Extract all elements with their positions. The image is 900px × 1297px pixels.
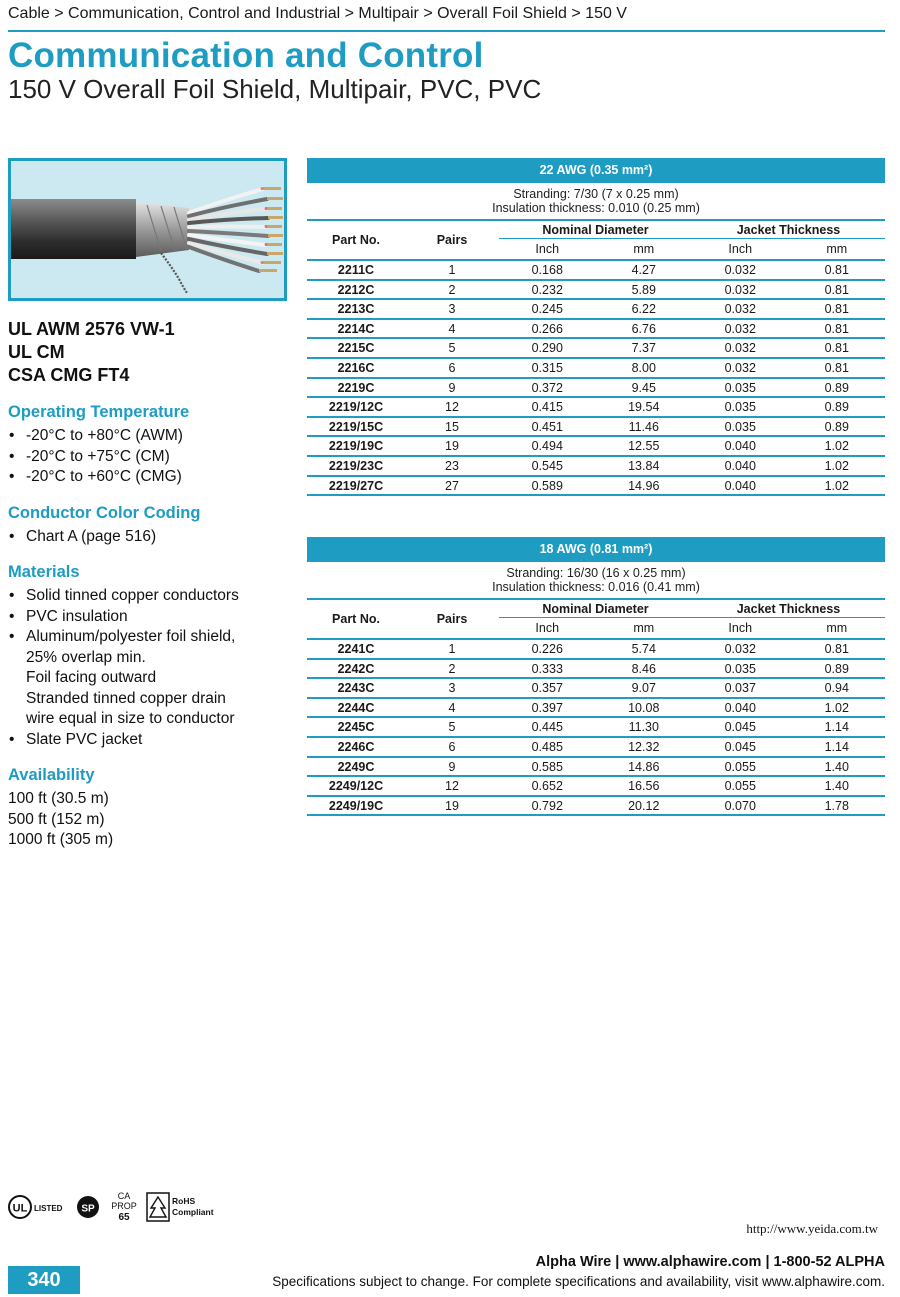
cell-jacket-mm: 0.81 xyxy=(824,642,849,656)
cell-jacket-mm: 1.02 xyxy=(824,458,849,473)
cell-part-no: 2244C xyxy=(337,700,375,715)
cell-part-no: 2219/27C xyxy=(328,478,384,493)
cell-jacket-inch: 0.032 xyxy=(724,642,756,656)
col-mm: mm xyxy=(633,621,655,635)
cell-jacket-inch: 0.040 xyxy=(724,478,756,493)
cell-nominal-mm: 5.89 xyxy=(631,282,656,297)
cell-jacket-inch: 0.032 xyxy=(724,360,756,375)
cell-jacket-inch: 0.032 xyxy=(724,321,756,336)
color-coding-item: • Chart A (page 516) xyxy=(8,527,298,548)
table-row xyxy=(307,718,885,738)
cell-part-no: 2212C xyxy=(337,282,375,297)
operating-temperature-heading: Operating Temperature xyxy=(8,403,190,421)
cell-pairs: 4 xyxy=(448,700,456,715)
cell-pairs: 15 xyxy=(445,419,459,434)
cell-jacket-mm: 1.40 xyxy=(824,759,849,774)
spec-table-22awg xyxy=(307,158,885,496)
cert-ul-awm: UL AWM 2576 VW-1 xyxy=(8,319,175,339)
cell-pairs: 6 xyxy=(448,739,456,754)
table-row xyxy=(307,457,885,477)
ul-listed-logo xyxy=(9,1196,63,1218)
cell-jacket-inch: 0.045 xyxy=(724,720,756,735)
certifications xyxy=(8,318,298,387)
cell-nominal-inch: 0.445 xyxy=(531,720,563,735)
cell-part-no: 2211C xyxy=(337,263,375,277)
col-mm: mm xyxy=(633,242,655,256)
cell-jacket-mm: 0.89 xyxy=(824,380,849,395)
cell-jacket-inch: 0.040 xyxy=(724,700,756,715)
contact-line: Alpha Wire | www.alphawire.com | 1-800-52 ALPHA xyxy=(535,1254,885,1270)
material-item-continued: wire equal in size to conductor xyxy=(26,710,235,727)
col-part-no: Part No. xyxy=(332,233,380,247)
cell-nominal-mm: 16.56 xyxy=(628,779,660,794)
column-headers xyxy=(307,600,885,638)
cell-nominal-mm: 11.30 xyxy=(628,720,659,735)
color-coding-heading: Conductor Color Coding xyxy=(8,503,201,522)
col-pairs: Pairs xyxy=(436,233,468,247)
col-nominal-diameter: Nominal Diameter xyxy=(499,221,692,239)
cell-part-no: 2216C xyxy=(337,360,375,375)
cell-part-no: 2214C xyxy=(337,321,375,336)
material-item-continued: Stranded tinned copper drain xyxy=(26,689,226,707)
stranding-info xyxy=(307,562,885,598)
disclaimer: Specifications subject to change. For complete specifications and availability, visit www.alphawire.com. xyxy=(272,1274,885,1289)
page-subtitle: 150 V Overall Foil Shield, Multipair, PVC, PVC xyxy=(8,74,542,104)
cell-jacket-inch: 0.032 xyxy=(724,302,756,317)
cell-jacket-mm: 1.78 xyxy=(824,798,849,813)
col-group-jacket xyxy=(692,221,885,259)
cell-nominal-inch: 0.232 xyxy=(531,282,563,297)
table-row xyxy=(307,320,885,340)
breadcrumb-divider xyxy=(8,30,885,32)
cell-nominal-inch: 0.372 xyxy=(531,380,563,395)
availability-heading: Availability xyxy=(8,766,95,784)
stranding-info xyxy=(307,183,885,219)
table-row xyxy=(307,640,885,660)
cell-nominal-mm: 5.74 xyxy=(631,642,656,656)
col-part-no: Part No. xyxy=(332,612,380,626)
cell-jacket-mm: 0.89 xyxy=(824,419,849,434)
cell-pairs: 23 xyxy=(445,458,459,473)
cell-nominal-mm: 19.54 xyxy=(628,400,660,415)
cell-nominal-inch: 0.485 xyxy=(531,739,563,754)
cell-nominal-inch: 0.451 xyxy=(531,419,563,434)
cell-nominal-inch: 0.494 xyxy=(531,439,563,454)
cell-pairs: 19 xyxy=(445,798,459,813)
cell-jacket-inch: 0.040 xyxy=(724,439,756,454)
cell-part-no: 2219/15C xyxy=(328,419,384,434)
table-row xyxy=(307,339,885,359)
cell-nominal-mm: 8.00 xyxy=(631,360,656,375)
cell-part-no: 2213C xyxy=(337,302,375,317)
cell-nominal-mm: 20.12 xyxy=(628,798,660,813)
availability-item: 100 ft (30.5 m) xyxy=(8,790,109,807)
col-inch: Inch xyxy=(535,242,560,256)
cable-product-image xyxy=(8,158,287,301)
col-mm: mm xyxy=(826,621,848,635)
cell-jacket-inch: 0.032 xyxy=(724,341,756,356)
cell-pairs: 5 xyxy=(448,341,456,356)
rohs-text: RoHS xyxy=(172,1196,196,1206)
cell-pairs: 9 xyxy=(448,759,456,774)
cell-nominal-inch: 0.266 xyxy=(531,321,563,336)
cell-jacket-mm: 0.81 xyxy=(824,302,849,317)
cell-nominal-mm: 8.46 xyxy=(631,661,656,676)
ca-text: CA xyxy=(117,1191,131,1201)
temperature-item: • -20°C to +60°C (CMG) xyxy=(8,467,298,488)
cell-jacket-mm: 0.89 xyxy=(824,661,849,676)
col-jacket-thickness: Jacket Thickness xyxy=(692,600,885,618)
cell-nominal-mm: 9.07 xyxy=(631,681,656,696)
table-header: 18 AWG (0.81 mm²) xyxy=(307,537,885,562)
cell-part-no: 2219/23C xyxy=(328,458,384,473)
material-item: • Aluminum/polyester foil shield, xyxy=(8,627,298,648)
cell-part-no: 2249/19C xyxy=(328,798,384,813)
table-row xyxy=(307,281,885,301)
prop-text: PROP xyxy=(111,1201,137,1211)
cell-nominal-inch: 0.245 xyxy=(531,302,563,317)
cell-nominal-inch: 0.652 xyxy=(531,779,563,794)
csa-logo xyxy=(77,1196,99,1218)
table-row xyxy=(307,398,885,418)
table-row xyxy=(307,300,885,320)
table-body xyxy=(307,261,885,496)
cell-nominal-mm: 7.37 xyxy=(631,341,656,356)
col-group-jacket xyxy=(692,600,885,638)
cell-jacket-inch: 0.035 xyxy=(724,419,756,434)
certification-logos xyxy=(8,1189,218,1225)
cell-jacket-inch: 0.037 xyxy=(724,681,756,696)
cell-nominal-mm: 13.84 xyxy=(628,458,660,473)
cell-nominal-mm: 12.55 xyxy=(628,439,660,454)
col-mm: mm xyxy=(826,242,848,256)
col-inch: Inch xyxy=(728,621,753,635)
cell-nominal-mm: 14.96 xyxy=(628,478,660,493)
cert-ul-cm: UL CM xyxy=(8,342,65,362)
cell-jacket-inch: 0.045 xyxy=(724,739,756,754)
cell-jacket-inch: 0.055 xyxy=(724,759,756,774)
cell-jacket-mm: 0.81 xyxy=(824,341,849,356)
cert-csa-cmg: CSA CMG FT4 xyxy=(8,365,130,385)
material-item-continued: 25% overlap min. xyxy=(26,648,146,666)
cell-pairs: 12 xyxy=(445,779,459,794)
insulation-text: Insulation thickness: 0.016 (0.41 mm) xyxy=(492,579,700,594)
column-headers xyxy=(307,221,885,259)
cell-pairs: 19 xyxy=(445,439,459,454)
table-row xyxy=(307,477,885,497)
cell-pairs: 4 xyxy=(448,321,456,336)
cell-nominal-inch: 0.792 xyxy=(531,798,563,813)
cell-jacket-mm: 1.14 xyxy=(824,739,849,754)
table-row xyxy=(307,379,885,399)
material-item: • Solid tinned copper conductors xyxy=(8,586,298,607)
cell-jacket-mm: 0.81 xyxy=(824,282,849,297)
availability-item: 500 ft (152 m) xyxy=(8,810,105,828)
cell-nominal-inch: 0.589 xyxy=(531,478,563,493)
col-pairs: Pairs xyxy=(436,612,468,626)
availability-item: 1000 ft (305 m) xyxy=(8,831,114,848)
col-group-nominal xyxy=(499,221,692,259)
cell-part-no: 2242C xyxy=(337,661,375,676)
cell-jacket-mm: 1.40 xyxy=(824,779,849,794)
cell-jacket-mm: 0.81 xyxy=(824,321,849,336)
cell-pairs: 12 xyxy=(445,400,459,415)
cell-jacket-inch: 0.040 xyxy=(724,458,756,473)
table-row xyxy=(307,699,885,719)
material-item: • PVC insulation xyxy=(8,607,298,628)
table-row xyxy=(307,437,885,457)
cell-nominal-inch: 0.333 xyxy=(531,661,563,676)
material-item: • Slate PVC jacket xyxy=(8,730,298,751)
cell-jacket-inch: 0.032 xyxy=(724,263,756,277)
table-row xyxy=(307,418,885,438)
cell-nominal-inch: 0.357 xyxy=(531,681,563,696)
table-row xyxy=(307,777,885,797)
table-row xyxy=(307,261,885,281)
cell-jacket-inch: 0.070 xyxy=(724,798,756,813)
materials-heading: Materials xyxy=(8,563,80,581)
cell-nominal-mm: 11.46 xyxy=(628,419,659,434)
cell-nominal-inch: 0.315 xyxy=(531,360,563,375)
cell-nominal-mm: 10.08 xyxy=(628,700,660,715)
cell-nominal-inch: 0.290 xyxy=(531,341,563,356)
cell-nominal-mm: 6.76 xyxy=(631,321,656,336)
cell-jacket-inch: 0.035 xyxy=(724,380,756,395)
cell-part-no: 2249/12C xyxy=(328,779,384,794)
table-row xyxy=(307,797,885,817)
cell-nominal-inch: 0.168 xyxy=(531,263,563,277)
cell-jacket-mm: 1.02 xyxy=(824,700,849,715)
yeida-url[interactable]: http://www.yeida.com.tw xyxy=(746,1221,878,1236)
breadcrumb: Cable > Communication, Control and Industrial > Multipair > Overall Foil Shield > 150 V xyxy=(8,5,627,22)
ca-prop65-logo xyxy=(111,1191,137,1223)
cell-nominal-inch: 0.397 xyxy=(531,700,563,715)
cell-nominal-mm: 6.22 xyxy=(631,302,656,317)
col-jacket-thickness: Jacket Thickness xyxy=(692,221,885,239)
cell-pairs: 1 xyxy=(448,263,456,277)
col-nominal-diameter: Nominal Diameter xyxy=(499,600,692,618)
ul-listed-text: LISTED xyxy=(34,1204,63,1213)
cell-pairs: 6 xyxy=(448,360,456,375)
cell-nominal-inch: 0.415 xyxy=(531,400,563,415)
cell-nominal-mm: 9.45 xyxy=(631,380,656,395)
cell-part-no: 2246C xyxy=(337,739,375,754)
insulation-text: Insulation thickness: 0.010 (0.25 mm) xyxy=(492,200,700,215)
cell-jacket-inch: 0.035 xyxy=(724,400,756,415)
cell-part-no: 2219/12C xyxy=(328,400,384,415)
cell-pairs: 27 xyxy=(445,478,459,493)
cell-pairs: 2 xyxy=(448,282,456,297)
cell-part-no: 2215C xyxy=(337,341,375,356)
cell-pairs: 5 xyxy=(448,720,456,735)
temperature-item: • -20°C to +75°C (CM) xyxy=(8,447,298,468)
spec-table-18awg xyxy=(307,537,885,816)
cell-jacket-mm: 0.94 xyxy=(824,681,849,696)
cable-illustration xyxy=(11,161,284,298)
cell-pairs: 9 xyxy=(448,380,456,395)
cell-part-no: 2243C xyxy=(337,681,375,696)
table-row xyxy=(307,359,885,379)
cell-jacket-mm: 1.02 xyxy=(824,439,849,454)
cell-jacket-mm: 1.14 xyxy=(824,720,849,735)
cell-jacket-mm: 0.89 xyxy=(824,400,849,415)
cell-nominal-mm: 12.32 xyxy=(628,739,660,754)
rohs-compliant-text: Compliant xyxy=(172,1207,214,1217)
table-row xyxy=(307,758,885,778)
cell-pairs: 1 xyxy=(448,642,456,656)
cell-nominal-inch: 0.585 xyxy=(531,759,563,774)
spec-sidebar xyxy=(8,318,298,851)
cell-jacket-mm: 1.02 xyxy=(824,478,849,493)
table-row xyxy=(307,738,885,758)
cell-pairs: 2 xyxy=(448,661,456,676)
table-row xyxy=(307,660,885,680)
cell-jacket-inch: 0.032 xyxy=(724,282,756,297)
col-inch: Inch xyxy=(728,242,753,256)
rohs-compliant-logo xyxy=(147,1193,214,1221)
cell-jacket-mm: 0.81 xyxy=(824,360,849,375)
cert-logos-svg xyxy=(8,1189,218,1225)
cell-nominal-mm: 14.86 xyxy=(628,759,660,774)
table-header: 22 AWG (0.35 mm²) xyxy=(307,158,885,183)
cell-part-no: 2219C xyxy=(337,380,375,395)
csa-text: SP xyxy=(81,1203,95,1215)
cell-part-no: 2245C xyxy=(337,720,375,735)
stranding-text: Stranding: 7/30 (7 x 0.25 mm) xyxy=(513,187,679,201)
cell-part-no: 2249C xyxy=(337,759,375,774)
cell-nominal-inch: 0.226 xyxy=(531,642,563,656)
temperature-item: • -20°C to +80°C (AWM) xyxy=(8,426,298,447)
cell-part-no: 2219/19C xyxy=(328,439,384,454)
cell-pairs: 3 xyxy=(448,681,456,696)
prop-65-text: 65 xyxy=(118,1212,130,1223)
cell-nominal-mm: 4.27 xyxy=(631,263,656,277)
cell-jacket-inch: 0.055 xyxy=(724,779,756,794)
table-body xyxy=(307,640,885,816)
cell-nominal-inch: 0.545 xyxy=(531,458,563,473)
page-title: Communication and Control xyxy=(8,36,484,75)
stranding-text: Stranding: 16/30 (16 x 0.25 mm) xyxy=(506,566,686,580)
material-item-continued: Foil facing outward xyxy=(26,669,157,686)
page-number: 340 xyxy=(8,1266,80,1294)
cell-pairs: 3 xyxy=(448,302,456,317)
cell-part-no: 2241C xyxy=(337,642,375,656)
table-row xyxy=(307,679,885,699)
cell-jacket-mm: 0.81 xyxy=(824,263,849,277)
ul-mark-text: UL xyxy=(12,1202,28,1215)
cell-jacket-inch: 0.035 xyxy=(724,661,756,676)
col-inch: Inch xyxy=(535,621,560,635)
col-group-nominal xyxy=(499,600,692,638)
